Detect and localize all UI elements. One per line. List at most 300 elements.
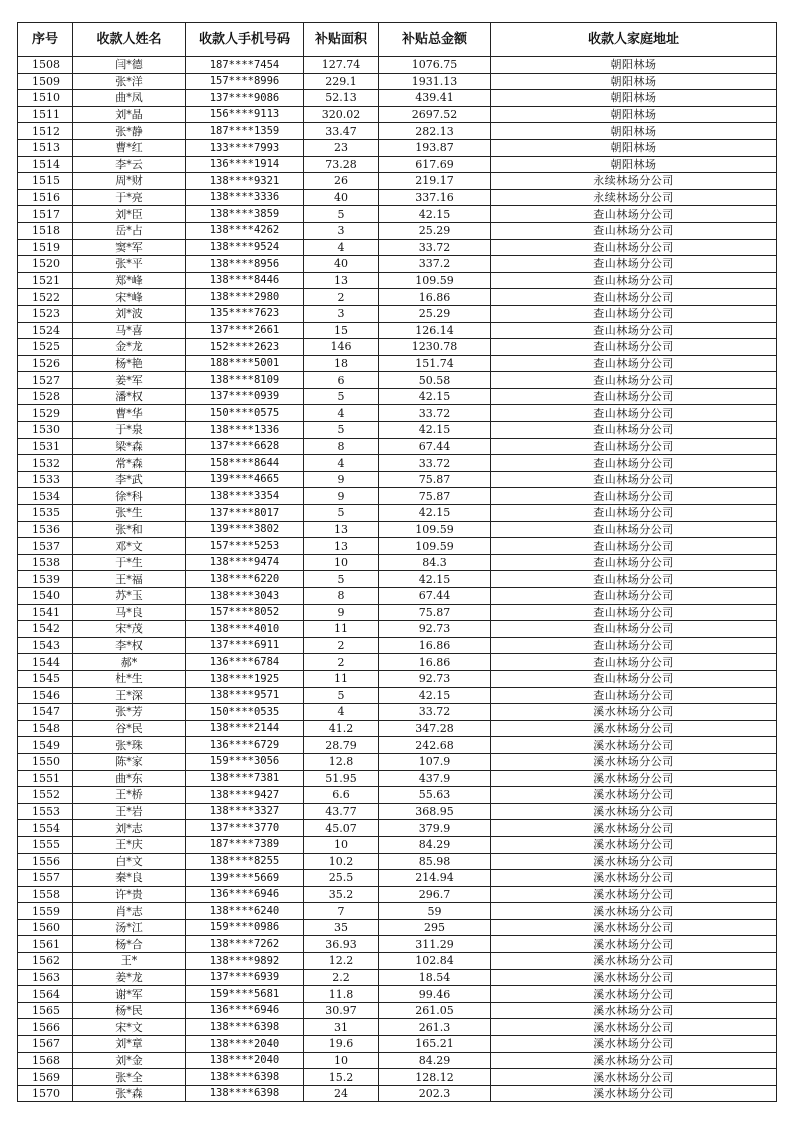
- cell-phone: 139****5669: [186, 870, 304, 887]
- cell-amount: 42.15: [379, 571, 491, 588]
- cell-seq: 1552: [18, 787, 73, 804]
- cell-area: 6.6: [304, 787, 379, 804]
- cell-phone: 138****6240: [186, 903, 304, 920]
- cell-address: 查山林场分公司: [491, 355, 777, 372]
- cell-seq: 1524: [18, 322, 73, 339]
- cell-address: 永续林场分公司: [491, 173, 777, 190]
- table-row: [18, 588, 777, 605]
- cell-phone: 136****1914: [186, 156, 304, 173]
- cell-name: 张*洋: [73, 73, 186, 90]
- cell-address: 查山林场分公司: [491, 588, 777, 605]
- cell-name: 马*良: [73, 604, 186, 621]
- cell-name: 曹*华: [73, 405, 186, 422]
- header-address: 收款人家庭地址: [491, 23, 777, 57]
- cell-address: 查山林场分公司: [491, 322, 777, 339]
- cell-address: 查山林场分公司: [491, 206, 777, 223]
- cell-amount: 347.28: [379, 720, 491, 737]
- cell-area: 5: [304, 571, 379, 588]
- cell-seq: 1539: [18, 571, 73, 588]
- cell-address: 查山林场分公司: [491, 604, 777, 621]
- cell-name: 张*芳: [73, 704, 186, 721]
- cell-amount: 109.59: [379, 272, 491, 289]
- cell-phone: 138****9474: [186, 554, 304, 571]
- cell-name: 李*武: [73, 471, 186, 488]
- cell-name: 王*桥: [73, 787, 186, 804]
- cell-amount: 16.86: [379, 654, 491, 671]
- cell-area: 3: [304, 305, 379, 322]
- cell-address: 查山林场分公司: [491, 554, 777, 571]
- cell-area: 4: [304, 455, 379, 472]
- cell-seq: 1540: [18, 588, 73, 605]
- table-row: [18, 1069, 777, 1086]
- cell-name: 于*生: [73, 554, 186, 571]
- cell-phone: 187****1359: [186, 123, 304, 140]
- cell-seq: 1515: [18, 173, 73, 190]
- cell-phone: 188****5001: [186, 355, 304, 372]
- cell-amount: 1230.78: [379, 339, 491, 356]
- cell-name: 杨*艳: [73, 355, 186, 372]
- table-row: [18, 1019, 777, 1036]
- cell-name: 周*财: [73, 173, 186, 190]
- cell-name: 王*福: [73, 571, 186, 588]
- cell-amount: 18.54: [379, 969, 491, 986]
- cell-seq: 1549: [18, 737, 73, 754]
- table-row: [18, 919, 777, 936]
- cell-address: 溪水林场分公司: [491, 1019, 777, 1036]
- cell-seq: 1570: [18, 1085, 73, 1102]
- cell-seq: 1513: [18, 139, 73, 156]
- cell-area: 11: [304, 621, 379, 638]
- cell-address: 查山林场分公司: [491, 339, 777, 356]
- table-row: [18, 405, 777, 422]
- cell-phone: 138****1336: [186, 422, 304, 439]
- cell-name: 张*全: [73, 1069, 186, 1086]
- cell-amount: 67.44: [379, 588, 491, 605]
- cell-phone: 135****7623: [186, 305, 304, 322]
- cell-seq: 1547: [18, 704, 73, 721]
- cell-seq: 1521: [18, 272, 73, 289]
- table-row: [18, 339, 777, 356]
- cell-phone: 138****3336: [186, 189, 304, 206]
- cell-seq: 1568: [18, 1052, 73, 1069]
- cell-phone: 138****9892: [186, 953, 304, 970]
- cell-phone: 137****6911: [186, 637, 304, 654]
- cell-address: 永续林场分公司: [491, 189, 777, 206]
- cell-phone: 157****8996: [186, 73, 304, 90]
- cell-seq: 1526: [18, 355, 73, 372]
- cell-address: 查山林场分公司: [491, 222, 777, 239]
- cell-seq: 1563: [18, 969, 73, 986]
- header-phone: 收款人手机号码: [186, 23, 304, 57]
- cell-phone: 138****2040: [186, 1036, 304, 1053]
- cell-area: 10: [304, 1052, 379, 1069]
- cell-amount: 84.29: [379, 1052, 491, 1069]
- cell-seq: 1514: [18, 156, 73, 173]
- cell-address: 朝阳林场: [491, 123, 777, 140]
- cell-address: 溪水林场分公司: [491, 1052, 777, 1069]
- cell-phone: 138****2980: [186, 289, 304, 306]
- cell-area: 15: [304, 322, 379, 339]
- cell-name: 谢*军: [73, 986, 186, 1003]
- table-row: [18, 538, 777, 555]
- cell-area: 9: [304, 471, 379, 488]
- cell-phone: 137****3770: [186, 820, 304, 837]
- cell-seq: 1530: [18, 422, 73, 439]
- cell-area: 15.2: [304, 1069, 379, 1086]
- cell-area: 146: [304, 339, 379, 356]
- cell-seq: 1535: [18, 505, 73, 522]
- cell-amount: 296.7: [379, 886, 491, 903]
- cell-amount: 214.94: [379, 870, 491, 887]
- cell-amount: 85.98: [379, 853, 491, 870]
- table-row: [18, 571, 777, 588]
- cell-seq: 1567: [18, 1036, 73, 1053]
- table-row: [18, 1002, 777, 1019]
- cell-address: 溪水林场分公司: [491, 969, 777, 986]
- cell-phone: 138****6398: [186, 1085, 304, 1102]
- cell-name: 姜*龙: [73, 969, 186, 986]
- cell-amount: 92.73: [379, 621, 491, 638]
- cell-area: 7: [304, 903, 379, 920]
- table-row: [18, 853, 777, 870]
- cell-seq: 1554: [18, 820, 73, 837]
- cell-seq: 1566: [18, 1019, 73, 1036]
- cell-name: 郝*: [73, 654, 186, 671]
- cell-area: 31: [304, 1019, 379, 1036]
- cell-seq: 1527: [18, 372, 73, 389]
- cell-name: 许*贵: [73, 886, 186, 903]
- cell-area: 5: [304, 206, 379, 223]
- cell-name: 张*珠: [73, 737, 186, 754]
- cell-name: 秦*良: [73, 870, 186, 887]
- table-row: [18, 173, 777, 190]
- cell-name: 刘*金: [73, 1052, 186, 1069]
- cell-area: 43.77: [304, 803, 379, 820]
- cell-name: 杨*合: [73, 936, 186, 953]
- table-row: [18, 388, 777, 405]
- cell-amount: 2697.52: [379, 106, 491, 123]
- cell-name: 于*泉: [73, 422, 186, 439]
- cell-amount: 16.86: [379, 289, 491, 306]
- table-row: [18, 803, 777, 820]
- cell-amount: 75.87: [379, 488, 491, 505]
- cell-address: 溪水林场分公司: [491, 1002, 777, 1019]
- cell-name: 窦*军: [73, 239, 186, 256]
- cell-phone: 152****2623: [186, 339, 304, 356]
- cell-amount: 25.29: [379, 222, 491, 239]
- cell-amount: 75.87: [379, 604, 491, 621]
- table-row: [18, 189, 777, 206]
- cell-name: 刘*波: [73, 305, 186, 322]
- cell-phone: 137****6939: [186, 969, 304, 986]
- cell-seq: 1520: [18, 256, 73, 273]
- cell-name: 李*权: [73, 637, 186, 654]
- cell-phone: 150****0535: [186, 704, 304, 721]
- cell-area: 11: [304, 670, 379, 687]
- cell-area: 36.93: [304, 936, 379, 953]
- cell-amount: 193.87: [379, 139, 491, 156]
- cell-phone: 138****9571: [186, 687, 304, 704]
- cell-phone: 138****8109: [186, 372, 304, 389]
- cell-amount: 368.95: [379, 803, 491, 820]
- table-row: [18, 969, 777, 986]
- cell-phone: 137****9086: [186, 90, 304, 107]
- cell-amount: 311.29: [379, 936, 491, 953]
- cell-address: 查山林场分公司: [491, 621, 777, 638]
- cell-name: 曹*红: [73, 139, 186, 156]
- cell-address: 查山林场分公司: [491, 538, 777, 555]
- cell-area: 3: [304, 222, 379, 239]
- cell-name: 汤*江: [73, 919, 186, 936]
- table-row: [18, 139, 777, 156]
- cell-seq: 1531: [18, 438, 73, 455]
- cell-seq: 1562: [18, 953, 73, 970]
- cell-seq: 1519: [18, 239, 73, 256]
- cell-seq: 1533: [18, 471, 73, 488]
- cell-area: 12.2: [304, 953, 379, 970]
- cell-name: 张*静: [73, 123, 186, 140]
- cell-name: 王*岩: [73, 803, 186, 820]
- cell-address: 查山林场分公司: [491, 305, 777, 322]
- cell-area: 11.8: [304, 986, 379, 1003]
- cell-name: 张*森: [73, 1085, 186, 1102]
- cell-address: 查山林场分公司: [491, 388, 777, 405]
- cell-address: 朝阳林场: [491, 57, 777, 74]
- cell-address: 查山林场分公司: [491, 571, 777, 588]
- cell-seq: 1565: [18, 1002, 73, 1019]
- table-row: [18, 654, 777, 671]
- cell-amount: 50.58: [379, 372, 491, 389]
- cell-address: 查山林场分公司: [491, 687, 777, 704]
- cell-name: 王*庆: [73, 836, 186, 853]
- cell-phone: 136****6784: [186, 654, 304, 671]
- cell-name: 杨*民: [73, 1002, 186, 1019]
- cell-amount: 42.15: [379, 422, 491, 439]
- cell-area: 6: [304, 372, 379, 389]
- header-seq: 序号: [18, 23, 73, 57]
- cell-seq: 1523: [18, 305, 73, 322]
- cell-address: 溪水林场分公司: [491, 936, 777, 953]
- table-body: [18, 57, 777, 1102]
- cell-phone: 157****8052: [186, 604, 304, 621]
- cell-area: 10: [304, 836, 379, 853]
- table-row: [18, 305, 777, 322]
- cell-amount: 55.63: [379, 787, 491, 804]
- cell-seq: 1553: [18, 803, 73, 820]
- cell-area: 52.13: [304, 90, 379, 107]
- cell-name: 苏*玉: [73, 588, 186, 605]
- table-row: [18, 637, 777, 654]
- cell-area: 9: [304, 604, 379, 621]
- cell-name: 邓*文: [73, 538, 186, 555]
- cell-seq: 1564: [18, 986, 73, 1003]
- cell-address: 朝阳林场: [491, 106, 777, 123]
- cell-address: 溪水林场分公司: [491, 770, 777, 787]
- table-row: [18, 870, 777, 887]
- table-row: [18, 355, 777, 372]
- cell-seq: 1528: [18, 388, 73, 405]
- cell-phone: 159****3056: [186, 753, 304, 770]
- cell-name: 白*文: [73, 853, 186, 870]
- cell-amount: 67.44: [379, 438, 491, 455]
- cell-amount: 295: [379, 919, 491, 936]
- cell-name: 王*深: [73, 687, 186, 704]
- cell-phone: 137****2661: [186, 322, 304, 339]
- cell-seq: 1518: [18, 222, 73, 239]
- cell-address: 查山林场分公司: [491, 239, 777, 256]
- cell-amount: 617.69: [379, 156, 491, 173]
- cell-area: 23: [304, 139, 379, 156]
- cell-address: 溪水林场分公司: [491, 1085, 777, 1102]
- table-row: [18, 322, 777, 339]
- table-header-row: [18, 23, 777, 57]
- cell-amount: 151.74: [379, 355, 491, 372]
- cell-amount: 33.72: [379, 405, 491, 422]
- cell-phone: 136****6729: [186, 737, 304, 754]
- table-row: [18, 438, 777, 455]
- cell-address: 朝阳林场: [491, 73, 777, 90]
- cell-seq: 1522: [18, 289, 73, 306]
- cell-address: 溪水林场分公司: [491, 704, 777, 721]
- cell-name: 张*生: [73, 505, 186, 522]
- cell-area: 25.5: [304, 870, 379, 887]
- cell-area: 13: [304, 521, 379, 538]
- table-row: [18, 422, 777, 439]
- table-row: [18, 604, 777, 621]
- cell-address: 查山林场分公司: [491, 505, 777, 522]
- cell-amount: 92.73: [379, 670, 491, 687]
- cell-area: 26: [304, 173, 379, 190]
- cell-address: 溪水林场分公司: [491, 820, 777, 837]
- cell-name: 徐*科: [73, 488, 186, 505]
- subsidy-table-page: [17, 22, 776, 1102]
- cell-address: 溪水林场分公司: [491, 853, 777, 870]
- cell-area: 320.02: [304, 106, 379, 123]
- cell-name: 刘*臣: [73, 206, 186, 223]
- table-row: [18, 73, 777, 90]
- cell-area: 45.07: [304, 820, 379, 837]
- cell-phone: 138****9321: [186, 173, 304, 190]
- subsidy-payment-table: [17, 22, 777, 1102]
- cell-phone: 138****6220: [186, 571, 304, 588]
- cell-amount: 165.21: [379, 1036, 491, 1053]
- cell-name: 曲*凤: [73, 90, 186, 107]
- cell-phone: 133****7993: [186, 139, 304, 156]
- cell-amount: 242.68: [379, 737, 491, 754]
- table-row: [18, 57, 777, 74]
- cell-amount: 42.15: [379, 388, 491, 405]
- cell-name: 马*喜: [73, 322, 186, 339]
- cell-phone: 159****0986: [186, 919, 304, 936]
- cell-area: 40: [304, 256, 379, 273]
- cell-name: 梁*森: [73, 438, 186, 455]
- cell-phone: 157****5253: [186, 538, 304, 555]
- cell-phone: 138****4010: [186, 621, 304, 638]
- cell-seq: 1534: [18, 488, 73, 505]
- cell-seq: 1537: [18, 538, 73, 555]
- cell-seq: 1536: [18, 521, 73, 538]
- table-row: [18, 505, 777, 522]
- table-row: [18, 1085, 777, 1102]
- cell-phone: 138****8956: [186, 256, 304, 273]
- cell-phone: 138****3327: [186, 803, 304, 820]
- cell-seq: 1551: [18, 770, 73, 787]
- cell-phone: 138****6398: [186, 1019, 304, 1036]
- table-row: [18, 272, 777, 289]
- table-row: [18, 455, 777, 472]
- table-row: [18, 222, 777, 239]
- cell-area: 5: [304, 388, 379, 405]
- cell-area: 2.2: [304, 969, 379, 986]
- cell-area: 9: [304, 488, 379, 505]
- cell-phone: 150****0575: [186, 405, 304, 422]
- cell-phone: 158****8644: [186, 455, 304, 472]
- table-row: [18, 753, 777, 770]
- cell-area: 24: [304, 1085, 379, 1102]
- cell-address: 溪水林场分公司: [491, 986, 777, 1003]
- cell-area: 5: [304, 422, 379, 439]
- cell-area: 35.2: [304, 886, 379, 903]
- cell-seq: 1538: [18, 554, 73, 571]
- cell-phone: 138****3043: [186, 588, 304, 605]
- cell-phone: 138****2144: [186, 720, 304, 737]
- cell-amount: 109.59: [379, 538, 491, 555]
- table-row: [18, 521, 777, 538]
- cell-seq: 1511: [18, 106, 73, 123]
- cell-name: 宋*茂: [73, 621, 186, 638]
- table-row: [18, 621, 777, 638]
- cell-address: 溪水林场分公司: [491, 803, 777, 820]
- cell-amount: 33.72: [379, 239, 491, 256]
- cell-phone: 136****6946: [186, 886, 304, 903]
- cell-amount: 99.46: [379, 986, 491, 1003]
- cell-area: 28.79: [304, 737, 379, 754]
- cell-name: 李*云: [73, 156, 186, 173]
- cell-name: 张*平: [73, 256, 186, 273]
- cell-seq: 1541: [18, 604, 73, 621]
- cell-amount: 42.15: [379, 505, 491, 522]
- cell-name: 刘*章: [73, 1036, 186, 1053]
- cell-seq: 1508: [18, 57, 73, 74]
- cell-address: 溪水林场分公司: [491, 919, 777, 936]
- cell-seq: 1510: [18, 90, 73, 107]
- cell-amount: 1076.75: [379, 57, 491, 74]
- cell-address: 朝阳林场: [491, 90, 777, 107]
- cell-seq: 1559: [18, 903, 73, 920]
- cell-area: 4: [304, 704, 379, 721]
- cell-address: 查山林场分公司: [491, 272, 777, 289]
- cell-address: 查山林场分公司: [491, 256, 777, 273]
- cell-phone: 137****8017: [186, 505, 304, 522]
- cell-seq: 1550: [18, 753, 73, 770]
- cell-address: 溪水林场分公司: [491, 1069, 777, 1086]
- table-row: [18, 471, 777, 488]
- cell-amount: 59: [379, 903, 491, 920]
- cell-area: 127.74: [304, 57, 379, 74]
- table-row: [18, 704, 777, 721]
- cell-area: 18: [304, 355, 379, 372]
- cell-address: 溪水林场分公司: [491, 737, 777, 754]
- cell-name: 曲*东: [73, 770, 186, 787]
- cell-seq: 1529: [18, 405, 73, 422]
- cell-address: 查山林场分公司: [491, 637, 777, 654]
- cell-phone: 138****1925: [186, 670, 304, 687]
- cell-address: 查山林场分公司: [491, 521, 777, 538]
- cell-seq: 1517: [18, 206, 73, 223]
- cell-area: 2: [304, 289, 379, 306]
- cell-name: 闫*德: [73, 57, 186, 74]
- cell-seq: 1556: [18, 853, 73, 870]
